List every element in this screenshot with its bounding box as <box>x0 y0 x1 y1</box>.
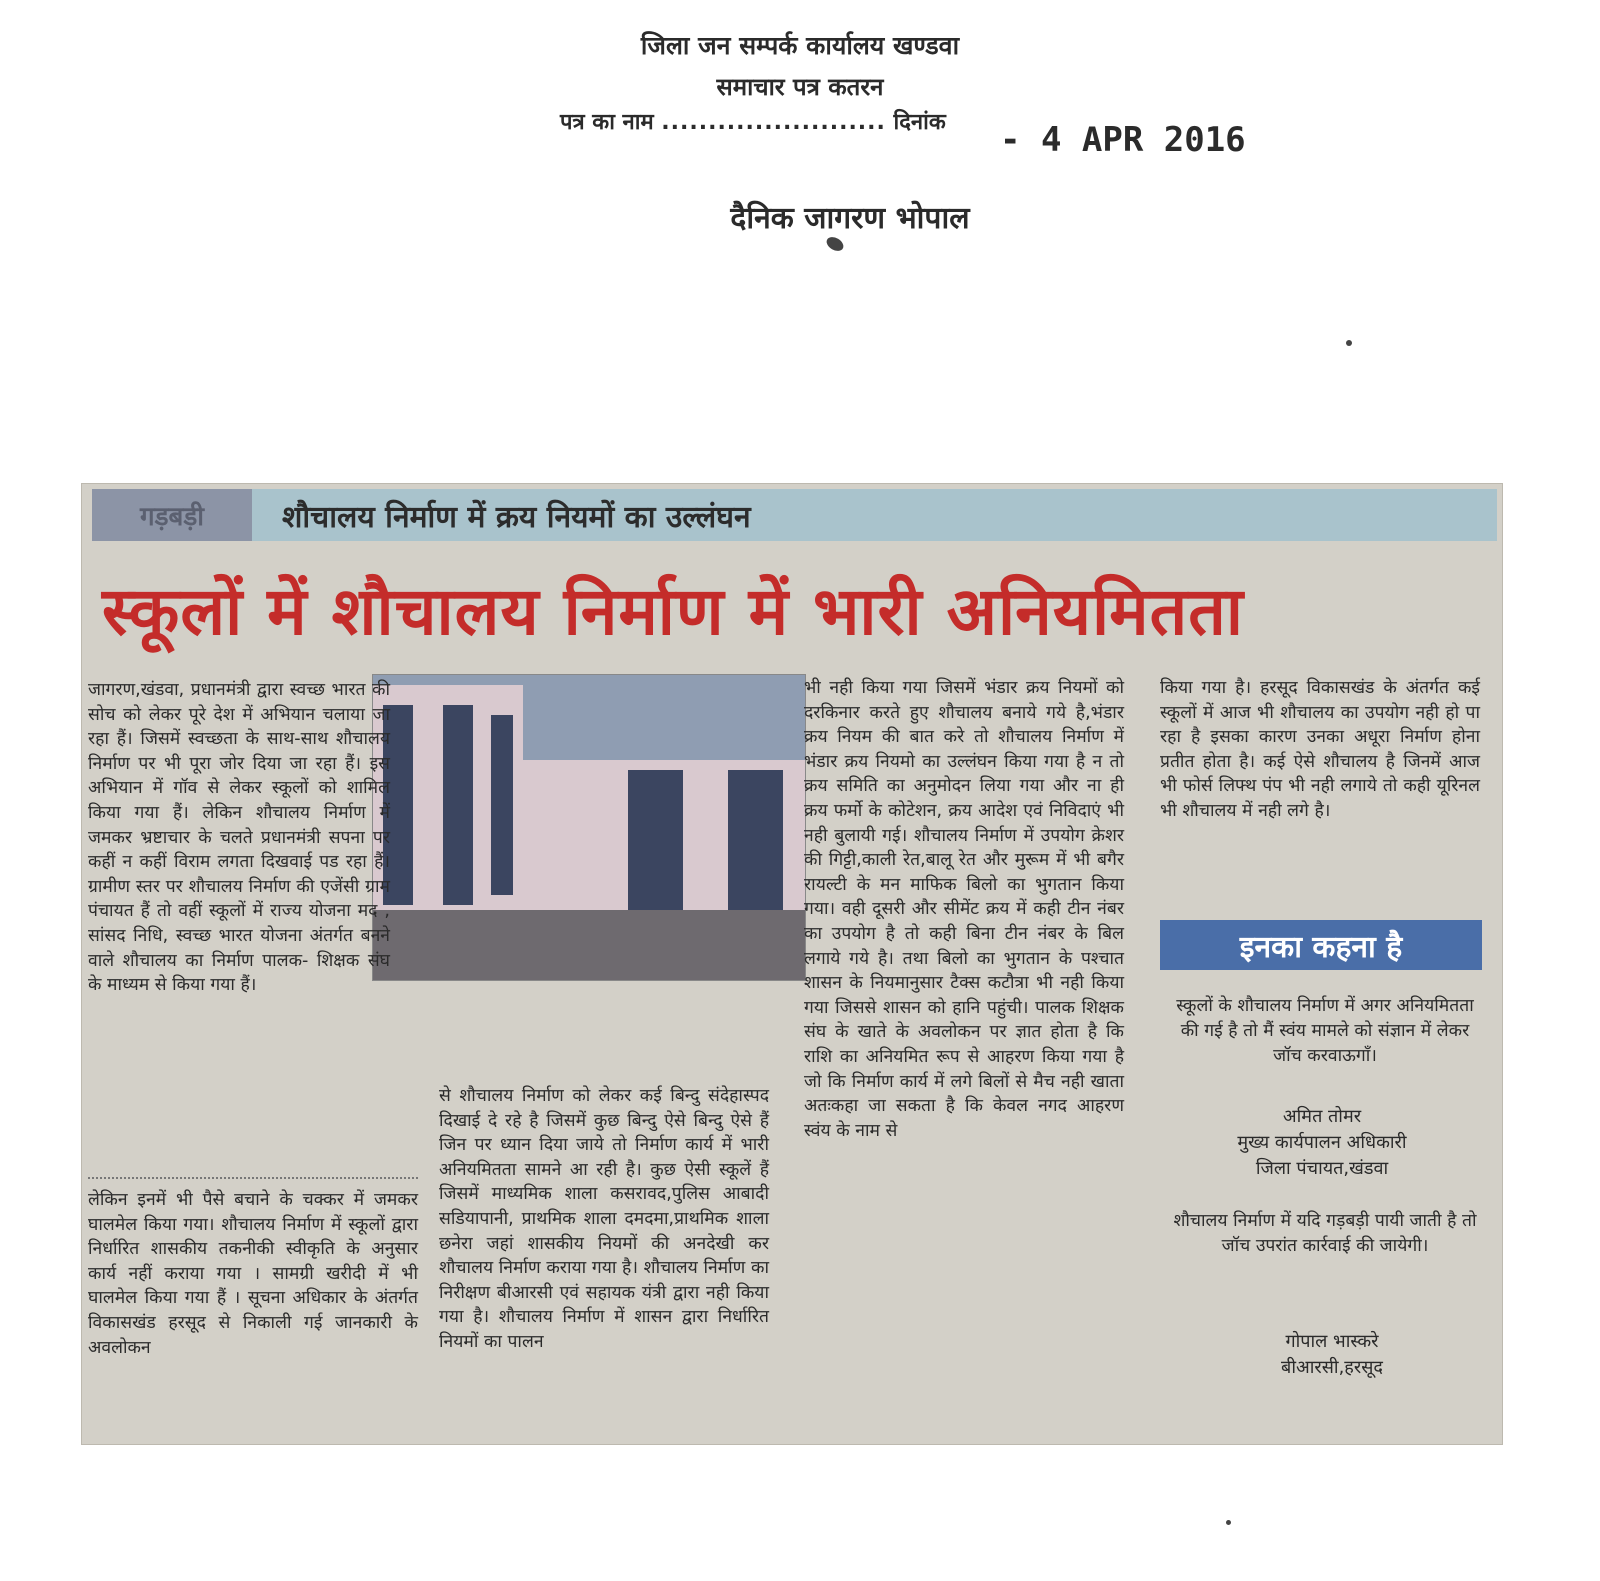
column-divider <box>88 1177 418 1179</box>
ink-speck <box>824 234 846 253</box>
sig1-title: मुख्य कार्यपालन अधिकारी <box>1237 1132 1407 1153</box>
sig2-name: गोपाल भास्करे <box>1285 1331 1379 1352</box>
headline: स्कूलों में शौचालय निर्माण में भारी अनियमितता <box>102 572 1244 650</box>
box-heading: इनका कहना है <box>1160 920 1482 970</box>
photo-door <box>491 715 513 895</box>
ink-speck <box>1226 1520 1231 1525</box>
quote-2: शौचालय निर्माण में यदि गड़बड़ी पायी जाती है तो जॉच उपरांत कार्रवाई की जायेगी। <box>1173 1211 1477 1256</box>
ink-speck <box>1346 340 1352 346</box>
article-column-1b: लेकिन इनमें भी पैसे बचाने के चक्कर में जमकर घालमेल किया गया। शौचालय निर्माण में स्कूलों द्वारा निर्धारित शासकीय तकनीकी स्वीकृति के अनुसार कार्य नहीं कराया गया । सामग्री खरीदी में भी घालमेल किया गया हैं । सूचना अधिकार के अंतर्गत विकासखंड हरसूद से निकाली गई जानकारी के अवलोकन <box>88 1190 418 1358</box>
stamp-fields <box>560 106 946 136</box>
signature-2 <box>1192 1329 1472 1381</box>
signature-1 <box>1172 1104 1472 1182</box>
kicker-label: गड़बड़ी <box>92 489 252 541</box>
article-column-1: जागरण,खंडवा, प्रधानमंत्री द्वारा स्वच्छ भारत की सोच को लेकर पूरे देश में अभियान चलाया जा रहा हैं। जिसमें स्वच्छता के साथ-साथ शौचालय निर्माण पर भी पूरा जोर दिया जा रहा हैं। इस अभियान में गॉव से लेकर स्कूलों को शामिल किया गया हैं। लेकिन शौचालय निर्माण में जमकर भ्रष्टाचार के चलते प्रधानमंत्री सपना पर कहीं न कहीं विराम लगता दिखवाई पड रहा हैं। ग्रामीण स्तर पर शौचालय निर्माण की एजेंसी ग्राम पंचायत हैं तो वहीं स्कूलों में राज्य योजना मद , सांसद निधि, स्वच्छ भारत योजना अंतर्गत बनने वाले शौचालय का निर्माण पालक- शिक्षक संघ के माध्यम से किया गया हैं। <box>88 680 390 996</box>
sig1-place: जिला पंचायत,खंडवा <box>1255 1158 1389 1179</box>
subheading: शौचालय निर्माण में क्रय नियमों का उल्लंघन <box>282 500 751 535</box>
date-label: दिनांक <box>893 110 946 135</box>
sig1-name: अमित तोमर <box>1282 1106 1362 1127</box>
article-column-3: भी नही किया गया जिसमें भंडार क्रय नियमों को दरकिनार करते हुए शौचालय बनाये गये है,भंडार क्रय नियम की बात करे तो शौचालय निर्माण में भंडार क्रय नियमो का उल्लंघन किया गया है न तो क्रय समिति का अनुमोदन लिया गया और ना ही क्रय फर्मो के कोटेशन, क्रय आदेश एवं निविदाएं भी नही बुलायी गई। शौचालय निर्माण में उपयोग क्रेशर की गिट्टी,काली रेत,बालू रेत और मुरूम में भी बगैर रायल्टी के मन माफिक बिलो का भुगतान किया गया। वही दूसरी और सीमेंट क्रय में कही टीन नंबर का उपयोग है तो कही बिना टीन नंबर के बिल लगाये गये है। तथा बिलो का भुगतान के पश्चात शासन के नियमानुसार टैक्स कटौत्रा भी नही किया गया जिससे शासन को हानि पहुंची। पालक शिक्षक संघ के खाते के अवलोकन पर ज्ञात होता है कि राशि का अनियमित रूप से आहरण किया गया है जो कि निर्माण कार्य में लगे बिलों से मैच नही खाता अतःकहा जा सकता है कि केवल नगद आहरण स्वंय के नाम से <box>804 678 1124 1141</box>
stamp-title: समाचार पत्र कतरन <box>716 73 884 101</box>
photo-door <box>728 770 783 915</box>
stamp-date: - 4 APR 2016 <box>1000 120 1246 160</box>
newspaper-clipping <box>82 484 1502 1444</box>
paper-dots: ........................ <box>661 110 886 135</box>
quote-1: स्कूलों के शौचालय निर्माण में अगर अनियमितता की गई है तो मैं स्वंय मामले को संज्ञान में लेकर जॉच करवाऊगाँ। <box>1176 996 1474 1066</box>
paper-label: पत्र का नाम <box>560 110 654 135</box>
subheading-bar <box>92 489 1497 541</box>
newspaper-name: दैनिक जागरण भोपाल <box>730 201 970 236</box>
office-stamp-line: जिला जन सम्पर्क कार्यालय खण्डवा <box>640 31 960 60</box>
photo-ground <box>373 910 805 980</box>
photo-door <box>628 770 683 915</box>
article-column-4: किया गया है। हरसूद विकासखंड के अंतर्गत कई स्कूलों में आज भी शौचालय का उपयोग नही हो पा रहा है इसका कारण उनका अधूरा निर्माण होना प्रतीत होता है। कई ऐसे शौचालय है जिनमें आज भी फोर्स लिफ्थ पंप भी नही लगाये तो कही यूरिनल भी शौचालय में नही लगे है। <box>1160 678 1480 821</box>
sig2-place: बीआरसी,हरसूद <box>1281 1357 1383 1378</box>
article-column-2: से शौचालय निर्माण को लेकर कई बिन्दु संदेहास्पद दिखाई दे रहे है जिसमें कुछ बिन्दु ऐसे बिन्दु ऐसे हैं जिन पर ध्यान दिया जाये तो निर्माण कार्य में भारी अनियमितता सामने आ रही है। कुछ ऐसी स्कूलें हैं जिसमें माध्यमिक शाला कसरावद,पुलिस आबादी सडियापानी, प्राथमिक शाला दमदमा,प्राथमिक शाला छनेरा जहां शासकीय नियमों की अनदेखी कर शौचालय निर्माण कराया गया है। शौचालय निर्माण का निरीक्षण बीआरसी एवं सहायक यंत्री द्वारा नही किया गया है। शौचालय निर्माण में शासन द्वारा निर्धारित नियमों का पालन <box>439 1086 769 1352</box>
photo-door <box>443 705 473 905</box>
toilet-block-photo <box>372 674 806 981</box>
